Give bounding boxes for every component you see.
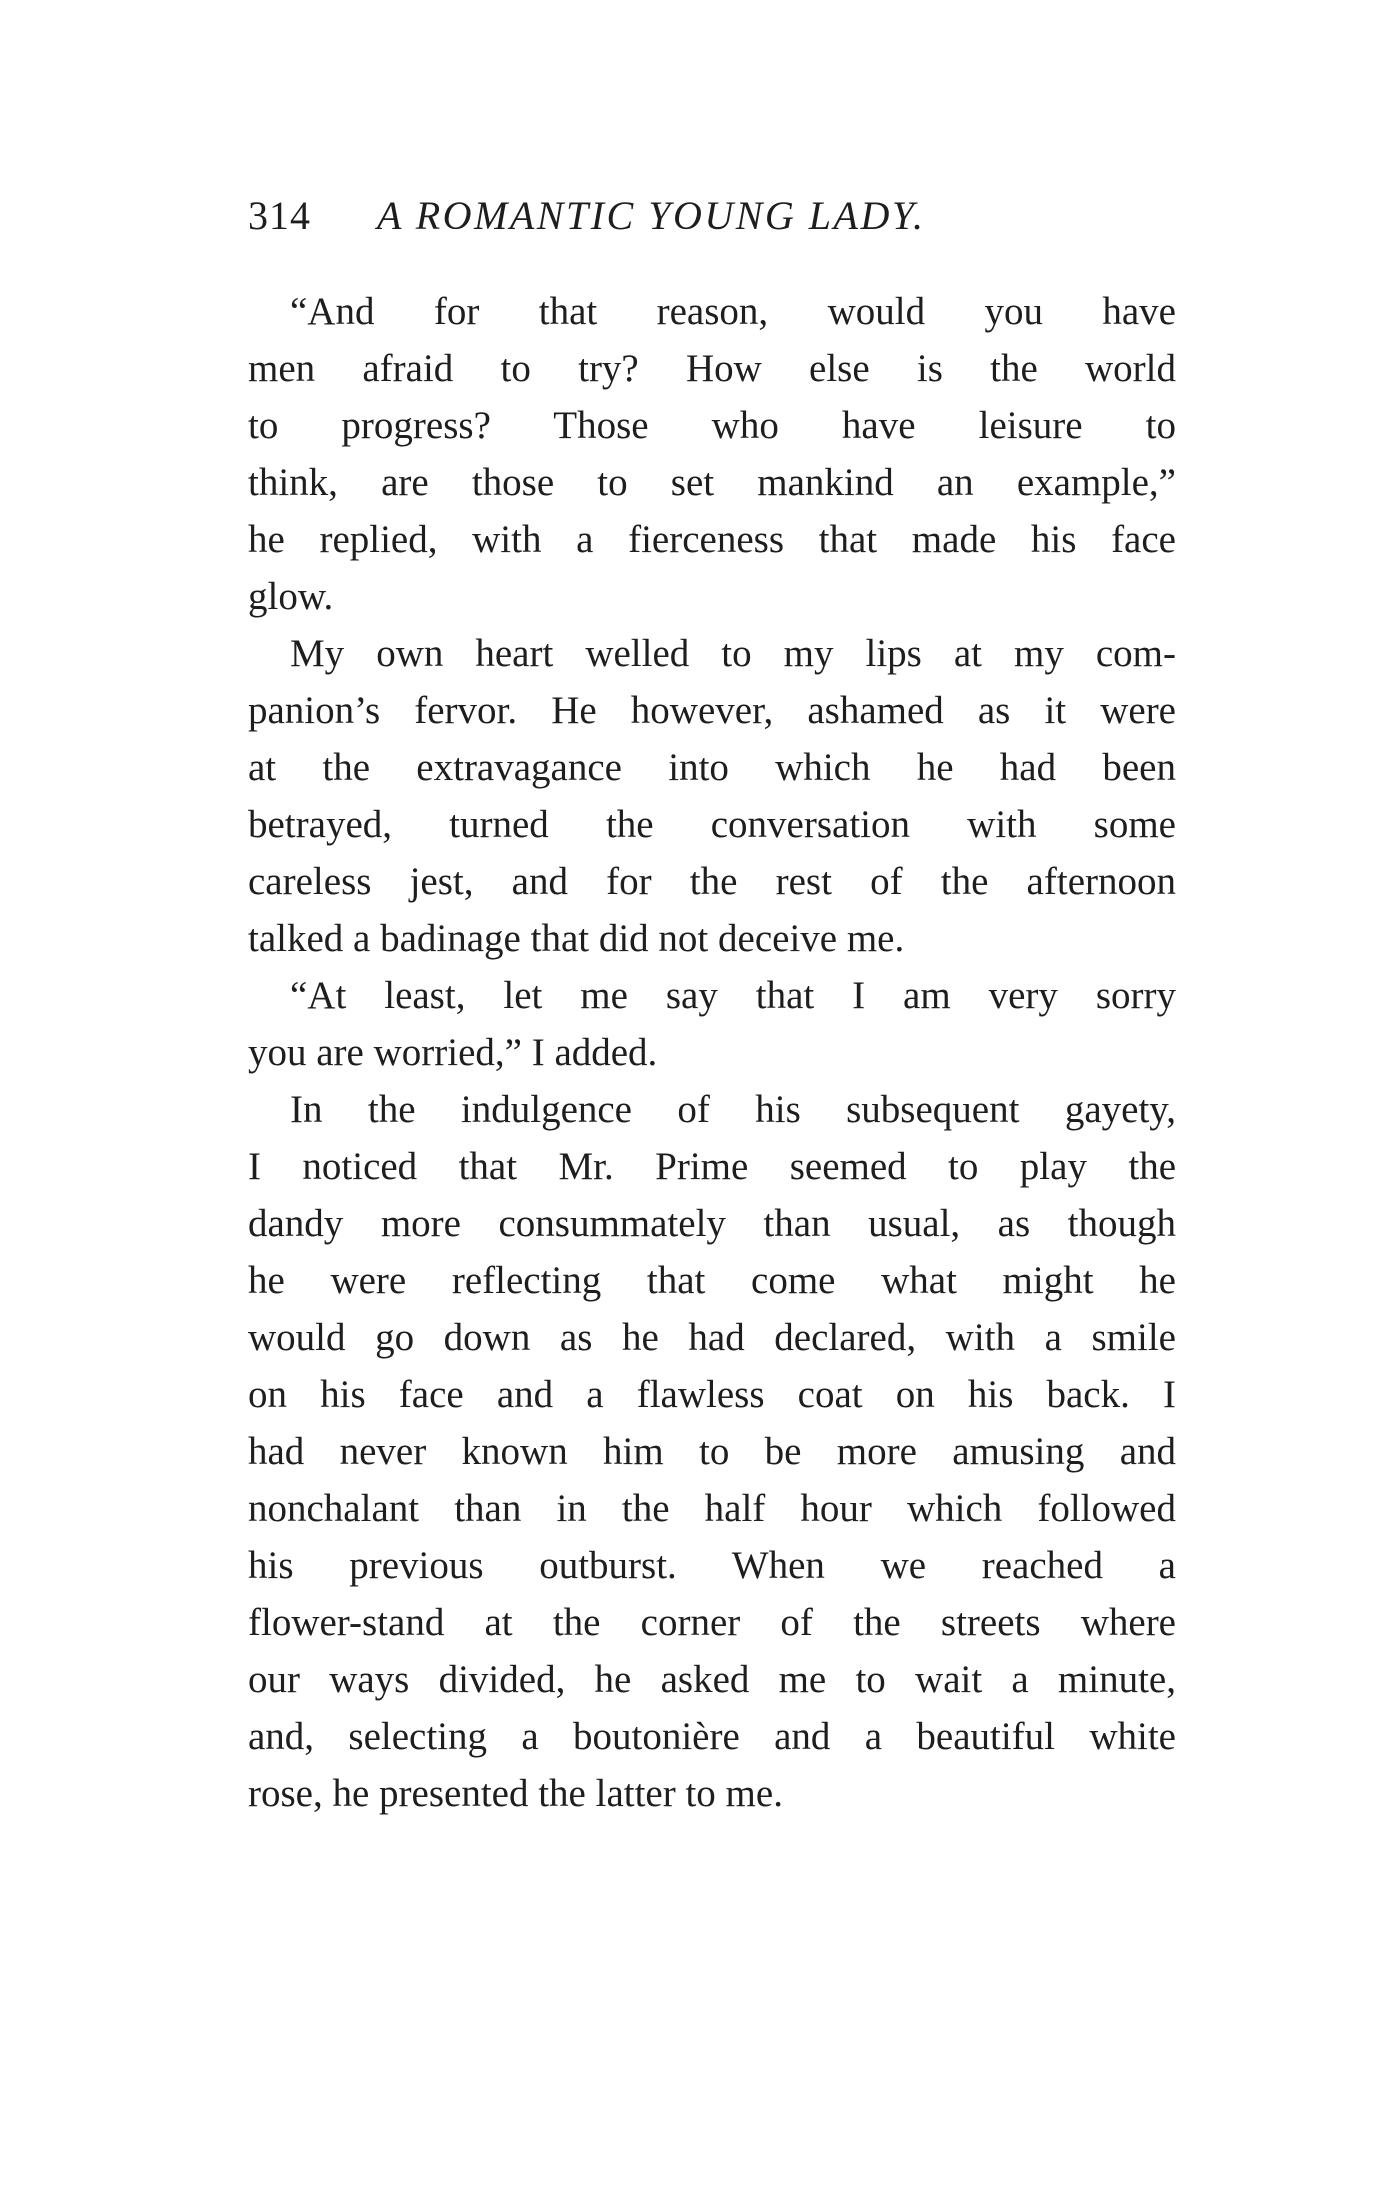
text-line: I noticed that Mr. Prime seemed to play the xyxy=(248,1145,1176,1188)
text-line: he replied, with a fierceness that made his face xyxy=(248,518,1176,561)
text-line: think, are those to set mankind an example,” xyxy=(248,461,1176,504)
text-line: he were reflecting that come what might he xyxy=(248,1259,1176,1302)
text-line: you are worried,” I added. xyxy=(248,1031,658,1074)
text-line: dandy more consummately than usual, as though xyxy=(248,1202,1176,1245)
text-line: nonchalant than in the half hour which followed xyxy=(248,1487,1176,1530)
text-line: “At least, let me say that I am very sorry xyxy=(290,974,1176,1017)
text-line: men afraid to try? How else is the world xyxy=(248,347,1176,390)
text-line: flower-stand at the corner of the streets where xyxy=(248,1601,1176,1644)
text-line: and, selecting a boutonière and a beautiful white xyxy=(248,1715,1176,1758)
text-line: glow. xyxy=(248,575,334,618)
text-line: betrayed, turned the conversation with some xyxy=(248,803,1176,846)
text-line: at the extravagance into which he had been xyxy=(248,746,1176,789)
running-head xyxy=(248,190,1178,242)
page-number: 314 xyxy=(248,193,311,238)
running-title: A ROMANTIC YOUNG LADY. xyxy=(377,193,926,238)
text-line: My own heart welled to my lips at my com- xyxy=(290,632,1176,675)
text-line: talked a badinage that did not deceive me. xyxy=(248,917,905,960)
text-line: panion’s fervor. He however, ashamed as it were xyxy=(248,689,1176,732)
text-line: “And for that reason, would you have xyxy=(290,290,1176,333)
body-text xyxy=(248,283,1176,1822)
text-line: careless jest, and for the rest of the afternoon xyxy=(248,860,1176,903)
text-line: would go down as he had declared, with a smile xyxy=(248,1316,1176,1359)
text-line: his previous outburst. When we reached a xyxy=(248,1544,1176,1587)
text-line: had never known him to be more amusing and xyxy=(248,1430,1176,1473)
text-line: our ways divided, he asked me to wait a minute, xyxy=(248,1658,1176,1701)
text-line: to progress? Those who have leisure to xyxy=(248,404,1176,447)
text-line: on his face and a flawless coat on his back. I xyxy=(248,1373,1176,1416)
text-line: In the indulgence of his subsequent gayety, xyxy=(290,1088,1176,1131)
text-line: rose, he presented the latter to me. xyxy=(248,1772,783,1815)
